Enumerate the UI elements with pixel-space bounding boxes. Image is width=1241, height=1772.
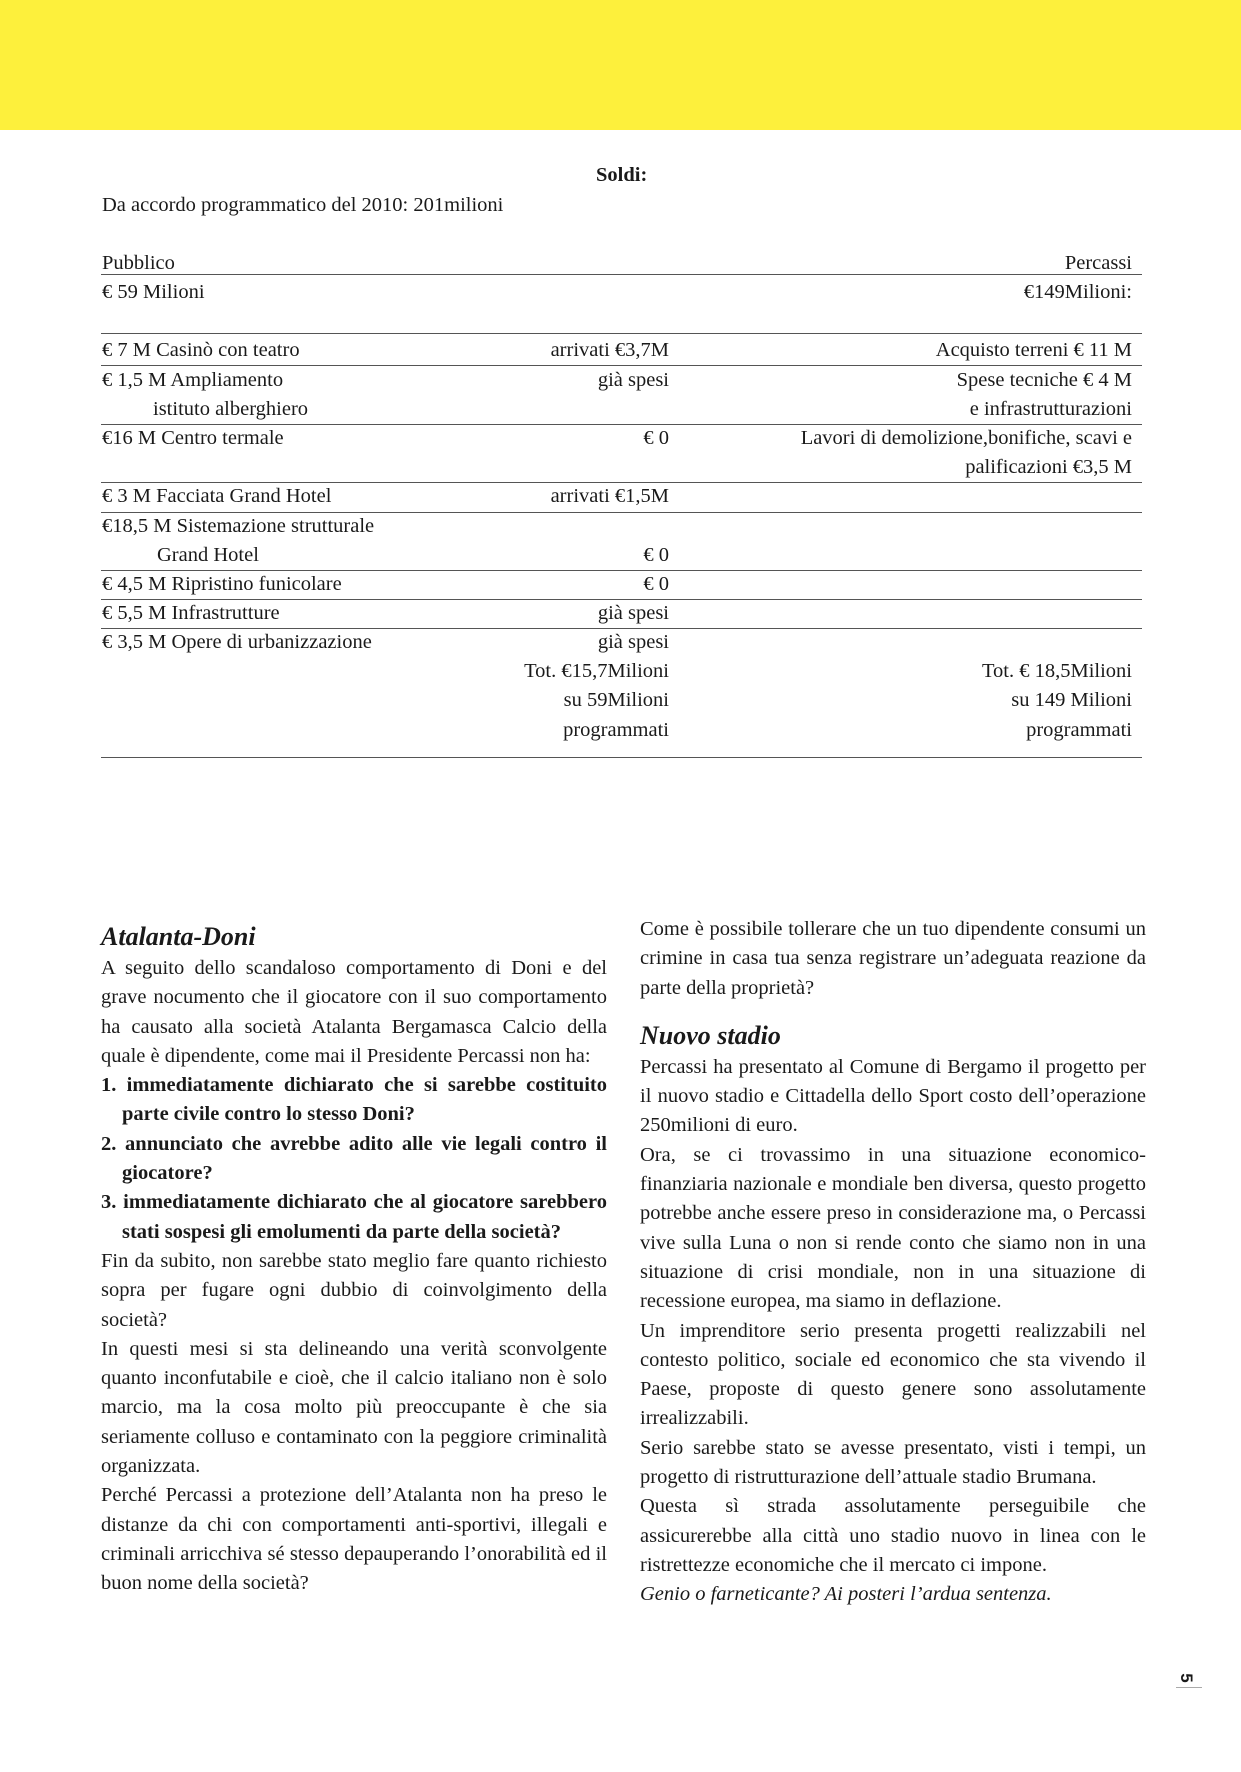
- percassi-spent-total: su 149 Milioni: [1011, 689, 1132, 711]
- table-row-status: arrivati €1,5M: [550, 485, 669, 507]
- question-list: [101, 1071, 607, 1247]
- paragraph: Come è possibile tollerare che un tuo dipendente consumi un crimine in casa tua senza registrare un’adeguata reazione da parte della proprietà?: [640, 918, 1146, 999]
- article-atalanta-doni: [101, 920, 607, 1599]
- table-row-right-cont: e infrastrutturazioni: [969, 398, 1132, 420]
- table-row-item-cont: Grand Hotel: [157, 544, 259, 566]
- paragraph: A seguito dello scandaloso comportamento di Doni e del grave nocumento che il giocatore con il suo comportamento ha causato alla società Atalanta Bergamasca Calcio della quale è dipendente, come mai il Presidente Percassi non ha:: [101, 957, 607, 1067]
- paragraph: Ora, se ci trovassimo in una situazione economico-finanziaria nazionale e mondiale ben diversa, questo progetto potrebbe anche essere preso in considerazione ma, o Percassi vive sulla Luna o non si rende conto che siamo non in una situazione di crisi mondiale, non in una situazione di recessione europea, ma siamo in deflazione.: [640, 1143, 1146, 1313]
- public-total: € 59 Milioni: [102, 281, 205, 303]
- percassi-total: €149Milioni:: [1023, 281, 1132, 303]
- table-row-item: € 3,5 M Opere di urbanizzazione: [102, 631, 372, 653]
- public-spent-total: su 59Milioni: [563, 689, 669, 711]
- closing-line: Genio o farneticante? Ai posteri l’ardua sentenza.: [640, 1583, 1052, 1606]
- percassi-spent-total: Tot. € 18,5Milioni: [981, 660, 1132, 682]
- table-row-item: € 4,5 M Ripristino funicolare: [102, 573, 342, 595]
- table-head-public: Pubblico: [102, 252, 175, 274]
- table-head-percassi: Percassi: [1064, 252, 1132, 274]
- list-item: 3. immediatamente dichiarato che al giocatore sarebbero stati sospesi gli emolumenti da parte della società?: [101, 1191, 607, 1243]
- paragraph: Fin da subito, non sarebbe stato meglio fare quanto richiesto sopra per fugare ogni dubbio di coinvolgimento della società?: [101, 1249, 607, 1331]
- table-row-right-cont: palificazioni €3,5 M: [965, 456, 1132, 478]
- table-row-item-cont: istituto alberghiero: [153, 398, 309, 420]
- table-rule: [101, 757, 1142, 758]
- article-title: Atalanta-Doni: [101, 922, 256, 951]
- article-right-column: [640, 915, 1146, 1610]
- paragraph: Questa sì strada assolutamente perseguibile che assicurerebbe alla città uno stadio nuovo in linea con le ristrettezze economiche che il mercato ci impone.: [640, 1495, 1146, 1576]
- list-item: 2. annunciato che avrebbe adito alle vie legali contro il giocatore?: [101, 1132, 607, 1185]
- article-title: Nuovo stadio: [640, 1020, 781, 1050]
- header-banner: [0, 0, 1241, 130]
- table-row-item: € 3 M Facciata Grand Hotel: [102, 485, 332, 507]
- table-rule: [101, 333, 1142, 334]
- table-row-right: Spese tecniche € 4 M: [956, 369, 1132, 391]
- table-row-status: € 0: [643, 427, 669, 449]
- table-row-status: già spesi: [597, 602, 669, 624]
- table-row-status: già spesi: [597, 369, 669, 391]
- table-row-right: Lavori di demolizione,bonifiche, scavi e: [800, 427, 1132, 449]
- table-row-item: €16 M Centro termale: [102, 427, 284, 449]
- table-row-item: €18,5 M Sistemazione strutturale: [102, 515, 375, 537]
- paragraph: In questi mesi si sta delineando una verità sconvolgente quanto inconfutabile e cioè, che il calcio italiano non è solo marcio, ma la cosa molto più preoccupante è che sia seriamente colluso e contaminato con la peggiore criminalità organizzata.: [101, 1337, 607, 1478]
- table-row-status: arrivati €3,7M: [550, 339, 669, 361]
- list-item: 1. immediatamente dichiarato che si sarebbe costituito parte civile contro lo stesso Doni?: [101, 1074, 607, 1126]
- table-rule: [101, 274, 1142, 275]
- page-number: 5: [1177, 1673, 1196, 1683]
- table-row-right: Acquisto terreni € 11 M: [935, 339, 1132, 361]
- public-spent-total: programmati: [563, 719, 669, 741]
- percassi-spent-total: programmati: [1026, 719, 1132, 741]
- table-row-status: € 0: [643, 544, 669, 566]
- paragraph: Serio sarebbe stato se avesse presentato, visti i tempi, un progetto di ristrutturazione dell’attuale stadio Brumana.: [640, 1436, 1146, 1489]
- table-row-item: € 1,5 M Ampliamento: [102, 369, 284, 391]
- table-row-item: € 7 M Casinò con teatro: [102, 339, 300, 361]
- intro-text: Da accordo programmatico del 2010: 201milioni: [102, 194, 504, 216]
- table-row-status: € 0: [643, 573, 669, 595]
- paragraph: Perché Percassi a protezione dell’Atalanta non ha preso le distanze da chi con comportamenti anti-sportivi, illegali e criminali arricchiva sé stesso depauperando l’onorabilità ed il buon nome della società?: [101, 1484, 607, 1595]
- public-spent-total: Tot. €15,7Milioni: [524, 660, 669, 682]
- table-row-status: già spesi: [597, 631, 669, 653]
- paragraph: Percassi ha presentato al Comune di Bergamo il progetto per il nuovo stadio e Cittadella dello Sport costo dell’operazione 250milioni di euro.: [640, 1055, 1146, 1137]
- section-title: Soldi:: [596, 164, 648, 186]
- table-row-item: € 5,5 M Infrastrutture: [102, 602, 280, 624]
- paragraph: Un imprenditore serio presenta progetti realizzabili nel contesto politico, sociale ed economico che sta vivendo il Paese, proposte di questo genere sono assolutamente irrealizzabili.: [640, 1319, 1146, 1430]
- page-number-rule: [1176, 1687, 1202, 1688]
